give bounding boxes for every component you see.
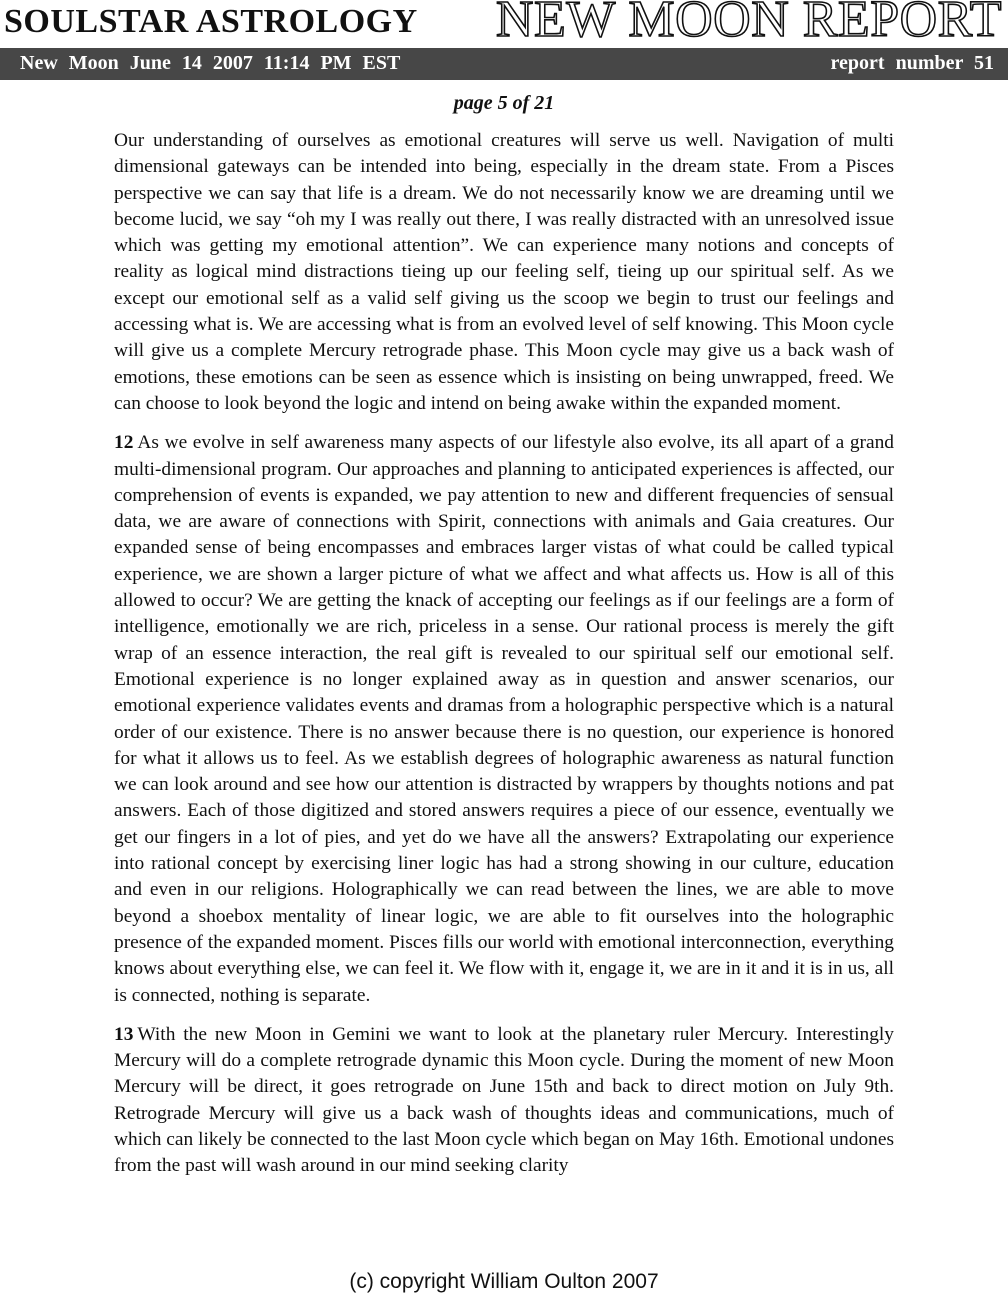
- report-title: NEW MOON REPORT: [495, 0, 1002, 48]
- copyright-footer: (c) copyright William Oulton 2007: [349, 1270, 659, 1293]
- paragraph-number: 12: [114, 432, 134, 454]
- report-header: [0, 0, 1008, 48]
- brand-name: SOULSTAR ASTROLOGY: [4, 3, 418, 40]
- paragraph-number: 13: [114, 1023, 134, 1045]
- new-moon-date: New Moon June 14 2007 11:14 PM EST: [20, 52, 401, 74]
- report-number: report number 51: [830, 52, 994, 74]
- paragraph-text: With the new Moon in Gemini we want to look at the planetary ruler Mercury. Interestingly Mercury will do a complete retrograde dynamic this Moon cycle. During the moment of new Moon Mercury will be direct, it goes retrograde on June 15th and back to direct motion on July 9th. Retrograde Mercury will give us a back wash of thoughts ideas and communications, much of which can likely be connected to the last Moon cycle which began on May 16th. Emotional undones from the past will wash around in our mind seeking clarity: [114, 1023, 894, 1177]
- info-bar: [0, 48, 1008, 80]
- paragraph-text: As we evolve in self awareness many aspects of our lifestyle also evolve, its all apart of a grand multi-dimensional program. Our approaches and planning to anticipated experiences is affected, our comprehension of events is expanded, we pay attention to new and different frequencies of sensual data, we are aware of connections with Spirit, connections with animals and Gaia creatures. Our expanded sense of being encompasses and embraces larger vistas of what could be called typical experience, we are shown a larger picture of what we affect and what affects us. How is all of this allowed to occur? We are getting the knack of accepting our feelings as if our feelings are a form of intelligence, emotionally we are rich, priceless in a sense. Our rational process is merely the gift wrap of an essence interaction, the real gift is revealed to our spiritual self our emotional self. Emotional experience is no longer explained away as in question and answer scenarios, our emotional experience validates events and dramas from a holographic perspective which is a natural order of our existence. There is no answer because there is no question, our experience is honored for what it allows us to feel. As we establish degrees of holographic awareness as natural function we can look around and see how our attention is distracted by wrappers by thoughts notions and pat answers. Each of those digitized and stored answers requires a piece of our essence, eventually we get our fingers in a lot of pies, and yet do we have all the answers? Extrapolating our experience into rational concept by exercising liner logic has had a strong showing in our culture, education and even in our religions. Holographically we can read between the lines, we are able to move beyond a shoebox mentality of linear logic, we are able to fit ourselves into the holographic presence of the expanded moment. Pisces fills our world with emotional interconnection, everything knows about everything else, we can feel it. We flow with it, engage it, we are in it and it is in us, all is connected, nothing is separate.: [114, 432, 894, 1006]
- paragraph: [114, 430, 894, 1009]
- page-number: page 5 of 21: [453, 92, 555, 114]
- report-body: [114, 128, 894, 1193]
- paragraph: [114, 1022, 894, 1180]
- paragraph: [114, 128, 894, 417]
- paragraph-text: Our understanding of ourselves as emotional creatures will serve us well. Navigation of multi dimensional gateways can be intended into being, especially in the dream state. From a Pisces perspective we can say that life is a dream. We do not necessarily know we are dreaming until we become lucid, we say “oh my I was really out there, I was really distracted with an unresolved issue which was getting my emotional attention”. We can experience many notions and concepts of reality as logical mind distractions tieing up our feeling self, tieing up our spiritual self. As we except our emotional self as a valid self giving us the scoop we begin to trust our feelings and accessing what is. We are accessing what is from an evolved level of self knowing. This Moon cycle will give us a complete Mercury retrograde phase. This Moon cycle may give us a back wash of emotions, these emotions can be seen as essence which is insisting on being unwrapped, freed. We can choose to look beyond the logic and intend on being awake within the expanded moment.: [114, 130, 894, 414]
